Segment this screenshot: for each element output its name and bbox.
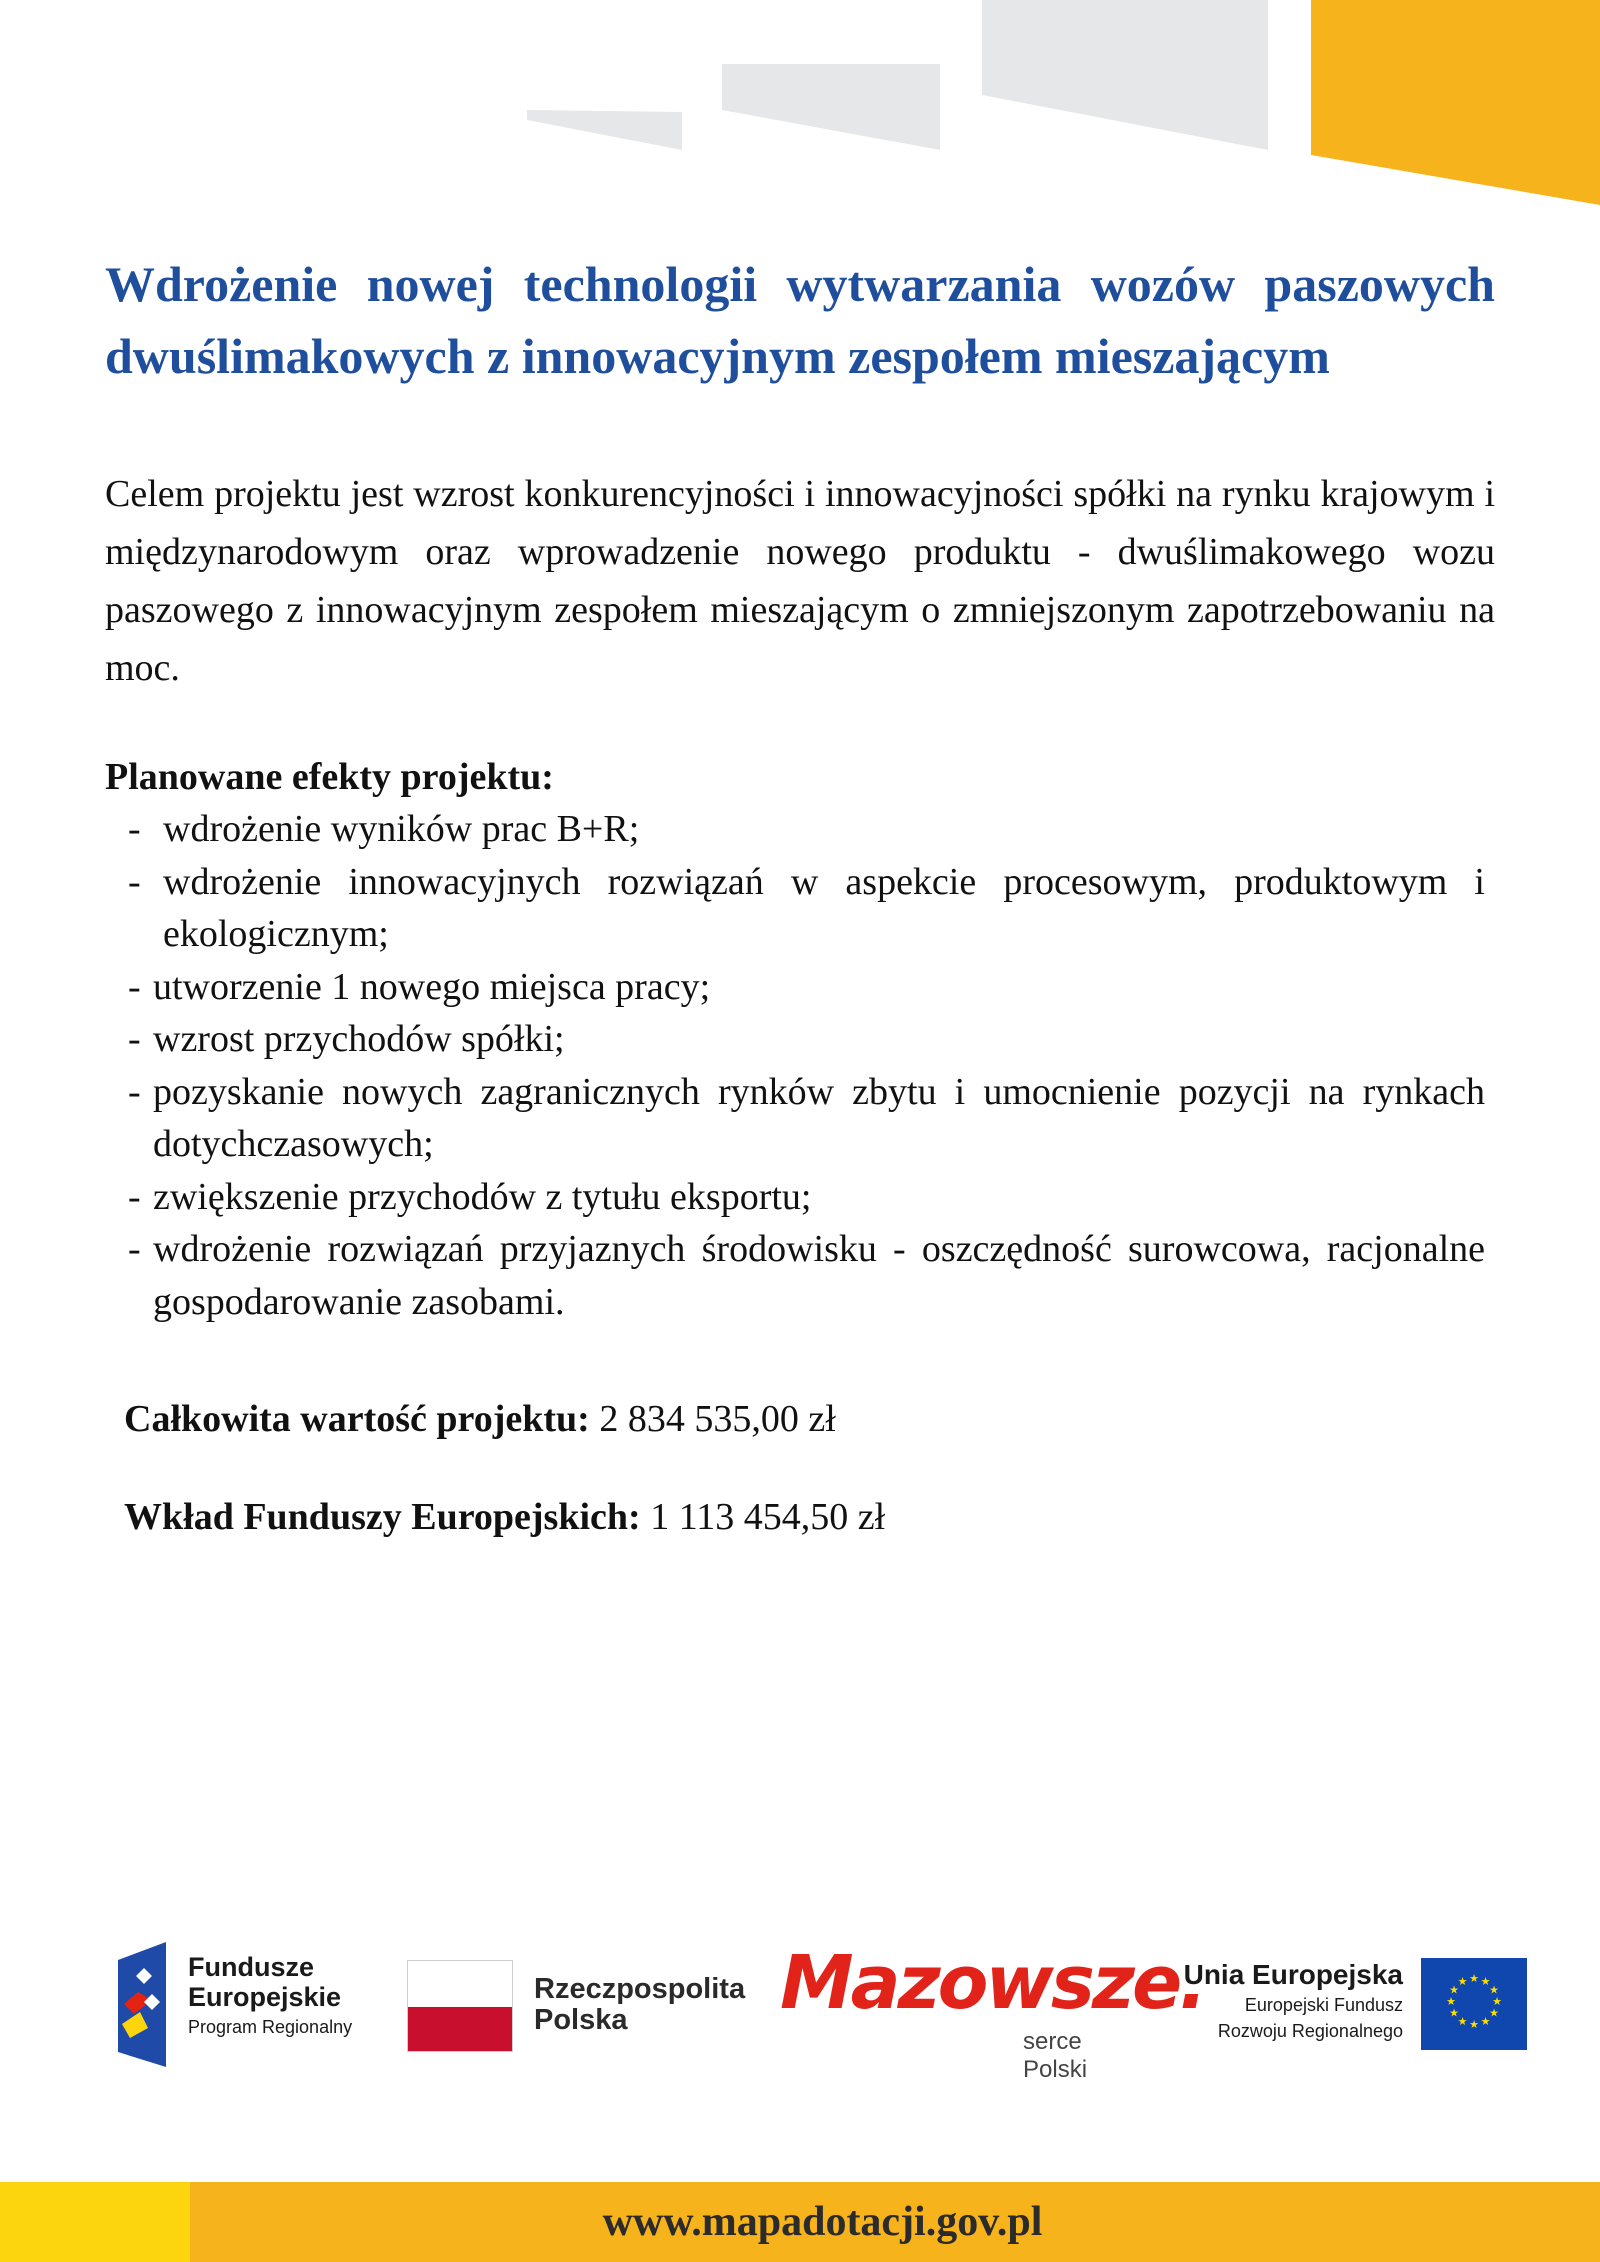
ue-line2: Europejski Fundusz [1244, 1995, 1403, 2015]
list-item-text: wzrost przychodów spółki; [153, 1018, 565, 1060]
header-decoration [0, 0, 1600, 210]
mazowsze-tagline: serce Polski [1023, 2028, 1088, 2083]
project-value-label: Całkowita wartość projektu: [124, 1398, 590, 1440]
svg-text:★: ★ [1457, 2015, 1468, 2028]
ue-line1: Unia Europejska [1183, 1959, 1403, 1990]
svg-text:★: ★ [1492, 1995, 1502, 2008]
logo-fundusze-europejskie [118, 1942, 358, 2067]
list-dash: - [128, 1018, 141, 1060]
list-item [128, 803, 1485, 856]
svg-text:★: ★ [1449, 2006, 1459, 2020]
svg-text:★: ★ [1449, 1983, 1459, 1997]
list-item-text: pozyskanie nowych zagranicznych rynków zbytu i umocnienie pozycji na rynkach dotychczasowych; [153, 1070, 1485, 1165]
list-dash: - [128, 1070, 141, 1113]
eu-contribution-amount: 1 113 454,50 zł [650, 1496, 886, 1538]
list-item [128, 961, 1485, 1014]
fe-text [188, 1952, 352, 2042]
eu-stars-icon [1421, 1958, 1527, 2050]
svg-text:★: ★ [1480, 2015, 1491, 2028]
svg-text:★: ★ [1469, 2018, 1479, 2031]
list-item [128, 1066, 1485, 1171]
svg-text:★: ★ [1489, 2006, 1499, 2020]
page-title: Wdrożenie nowej technologii wytwarzania wozów paszowych dwuślimakowych z innowacyjnym zespołem mieszającym [105, 256, 1495, 384]
ue-text [1184, 1958, 1403, 2044]
deco-shape-2 [722, 64, 940, 150]
list-item-text: zwiększenie przychodów z tytułu eksportu; [153, 1175, 812, 1218]
footer-bar [0, 2182, 1600, 2262]
footer-accent [0, 2182, 190, 2262]
polish-flag-icon [407, 1960, 513, 2052]
list-item [128, 856, 1485, 961]
svg-text:★: ★ [1469, 1972, 1479, 1985]
logo-rzeczpospolita-polska [407, 1960, 746, 2056]
eu-contribution-label: Wkład Funduszy Europejskich: [124, 1496, 641, 1538]
project-value [124, 1392, 836, 1446]
fundusze-europejskie-icon [118, 1942, 178, 2067]
effects-list [128, 803, 1485, 1328]
list-item [128, 1223, 1485, 1328]
list-item-text: wdrożenie wyników prac B+R; [163, 808, 640, 850]
deco-shape-orange [1311, 0, 1600, 205]
rp-text [534, 1974, 745, 2036]
project-description: Celem projektu jest wzrost konkurencyjności i innowacyjności spółki na rynku krajowym i międzynarodowym oraz wprowadzenie nowego produktu - dwuślimakowego wozu paszowego z innowacyjnym zespołem mieszającym o zmniejszonym zapotrzebowaniu na moc. [105, 473, 1495, 689]
list-dash: - [128, 1228, 141, 1270]
logo-mazowsze [780, 1940, 1205, 2083]
eu-contribution [124, 1490, 885, 1544]
svg-text:★: ★ [1489, 1983, 1499, 1997]
list-dash: - [128, 808, 141, 850]
fe-line2: Europejskie [188, 1982, 342, 2012]
svg-text:★: ★ [1480, 1975, 1491, 1988]
list-dash: - [128, 965, 141, 1008]
fe-line1: Fundusze [188, 1952, 314, 1982]
fe-line3: Program Regionalny [188, 2017, 353, 2037]
eu-flag-icon [1421, 1958, 1527, 2050]
deco-shape-1 [527, 110, 682, 150]
effects-heading: Planowane efekty projektu: [105, 756, 554, 798]
footer-url-link[interactable]: www.mapadotacji.gov.pl [602, 2199, 1043, 2245]
logos-bar [0, 1930, 1600, 2083]
rp-line2: Polska [534, 2004, 628, 2036]
list-item [128, 1013, 1485, 1066]
rp-line1: Rzeczpospolita [534, 1973, 746, 2005]
logo-unia-europejska [1183, 1958, 1527, 2058]
mazowsze-wordmark: Mazowsze. [780, 1940, 1205, 2026]
project-value-amount: 2 834 535,00 zł [599, 1398, 836, 1440]
list-item [128, 1171, 1485, 1224]
svg-text:★: ★ [1457, 1975, 1468, 1988]
list-item-text: wdrożenie innowacyjnych rozwiązań w aspekcie procesowym, produktowym i ekologicznym; [163, 860, 1485, 955]
deco-shape-3 [982, 0, 1268, 150]
list-dash: - [128, 1175, 141, 1218]
ue-line3: Rozwoju Regionalnego [1217, 2021, 1403, 2041]
list-item-text: wdrożenie rozwiązań przyjaznych środowisku - oszczędność surowcowa, racjonalne gospodarowanie zasobami. [153, 1228, 1485, 1323]
svg-text:★: ★ [1446, 1995, 1456, 2008]
list-dash: - [128, 860, 141, 903]
list-item-text: utworzenie 1 nowego miejsca pracy; [153, 965, 711, 1008]
